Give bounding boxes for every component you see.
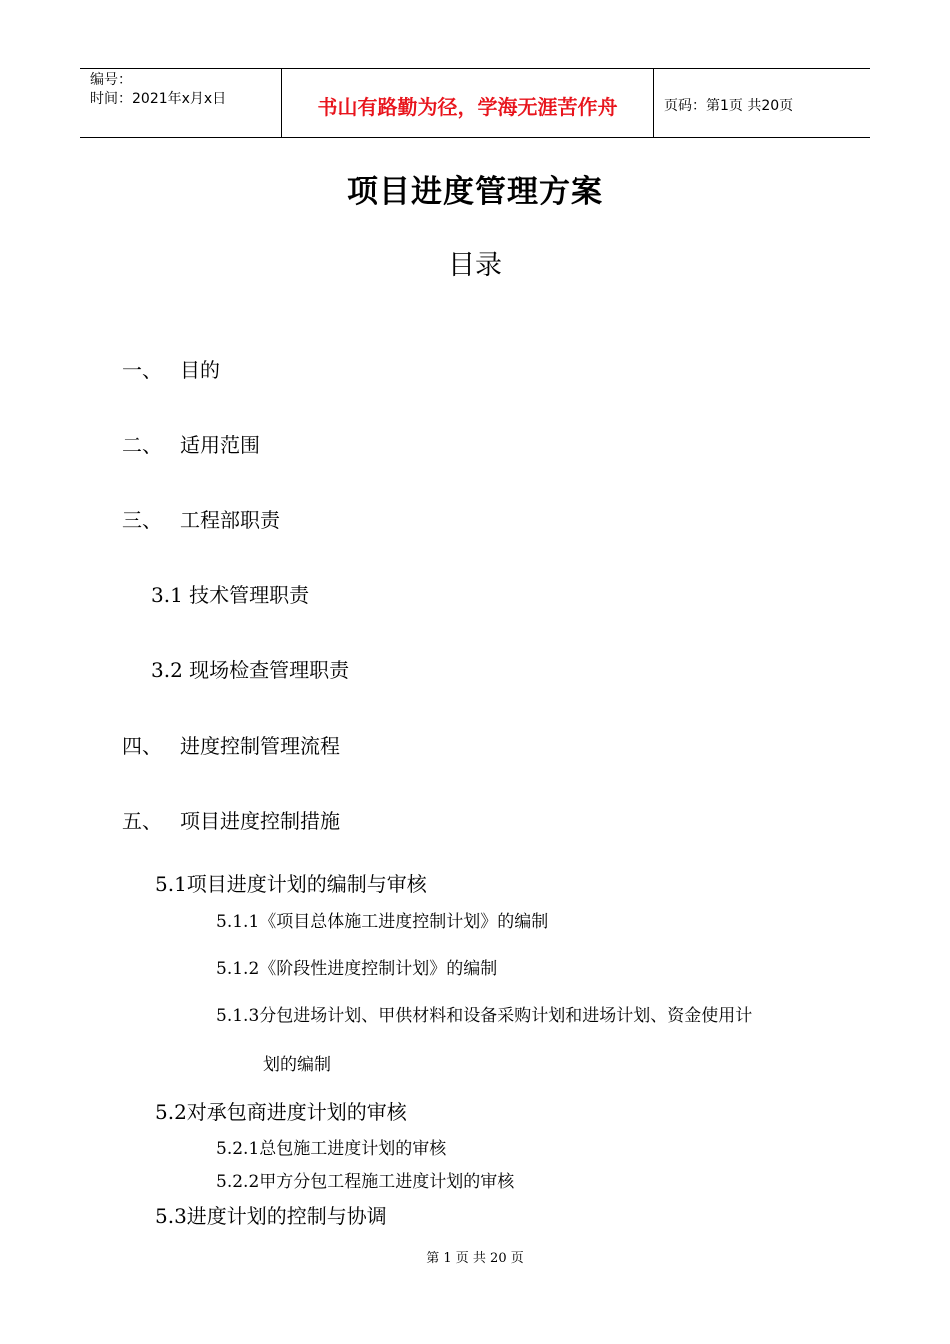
toc-item-section-5-2[interactable]: 5.2对承包商进度计划的审核	[155, 1100, 407, 1124]
toc-item-section-5-1-1[interactable]: 5.1.1《项目总体施工进度控制计划》的编制	[216, 912, 549, 932]
toc-item-section-5-1[interactable]: 5.1项目进度计划的编制与审核	[155, 872, 427, 896]
toc-item-section-5-2-1[interactable]: 5.2.1总包施工进度计划的审核	[216, 1139, 447, 1159]
header-meta-cell	[80, 69, 282, 137]
toc-item-section-5-1-2[interactable]: 5.1.2《阶段性进度控制计划》的编制	[216, 959, 498, 979]
toc-item-label: 目的	[180, 358, 220, 382]
toc-item-section-5-2-2[interactable]: 5.2.2甲方分包工程施工进度计划的审核	[216, 1172, 515, 1192]
toc-item-section-5-1-3-continued[interactable]: 划的编制	[263, 1055, 331, 1075]
toc-item-section-3-2[interactable]: 3.2 现场检查管理职责	[151, 658, 350, 682]
toc-item-section-2[interactable]	[122, 429, 260, 458]
toc-item-number: 五、	[122, 809, 162, 833]
toc-item-number: 二、	[122, 433, 162, 457]
toc-item-section-1[interactable]	[122, 354, 220, 383]
header-motto: 书山有路勤为径，学海无涯苦作舟	[282, 69, 654, 137]
toc-item-section-4[interactable]	[122, 730, 340, 759]
toc-item-label: 工程部职责	[180, 508, 280, 532]
document-date-label: 时间：2021年x月x日	[90, 91, 227, 107]
toc-item-number: 四、	[122, 734, 162, 758]
document-number-label: 编号：	[90, 72, 132, 88]
toc-item-label: 适用范围	[180, 433, 260, 457]
toc-item-label: 进度控制管理流程	[180, 734, 340, 758]
page-footer: 第 1 页 共 20 页	[426, 1251, 524, 1266]
header-page-info: 页码：第1页 共20页	[664, 98, 794, 114]
toc-item-label: 项目进度控制措施	[180, 809, 340, 833]
toc-item-number: 一、	[122, 358, 162, 382]
toc-item-section-3[interactable]	[122, 504, 280, 533]
toc-title: 目录	[448, 250, 502, 281]
toc-item-number: 三、	[122, 508, 162, 532]
toc-item-section-5-1-3[interactable]: 5.1.3分包进场计划、甲供材料和设备采购计划和进场计划、资金使用计	[216, 1006, 753, 1026]
toc-item-section-5[interactable]	[122, 805, 340, 834]
toc-item-section-3-1[interactable]: 3.1 技术管理职责	[151, 583, 310, 607]
document-title: 项目进度管理方案	[347, 174, 603, 210]
toc-item-section-5-3[interactable]: 5.3进度计划的控制与协调	[155, 1204, 387, 1228]
header-table	[80, 68, 870, 138]
